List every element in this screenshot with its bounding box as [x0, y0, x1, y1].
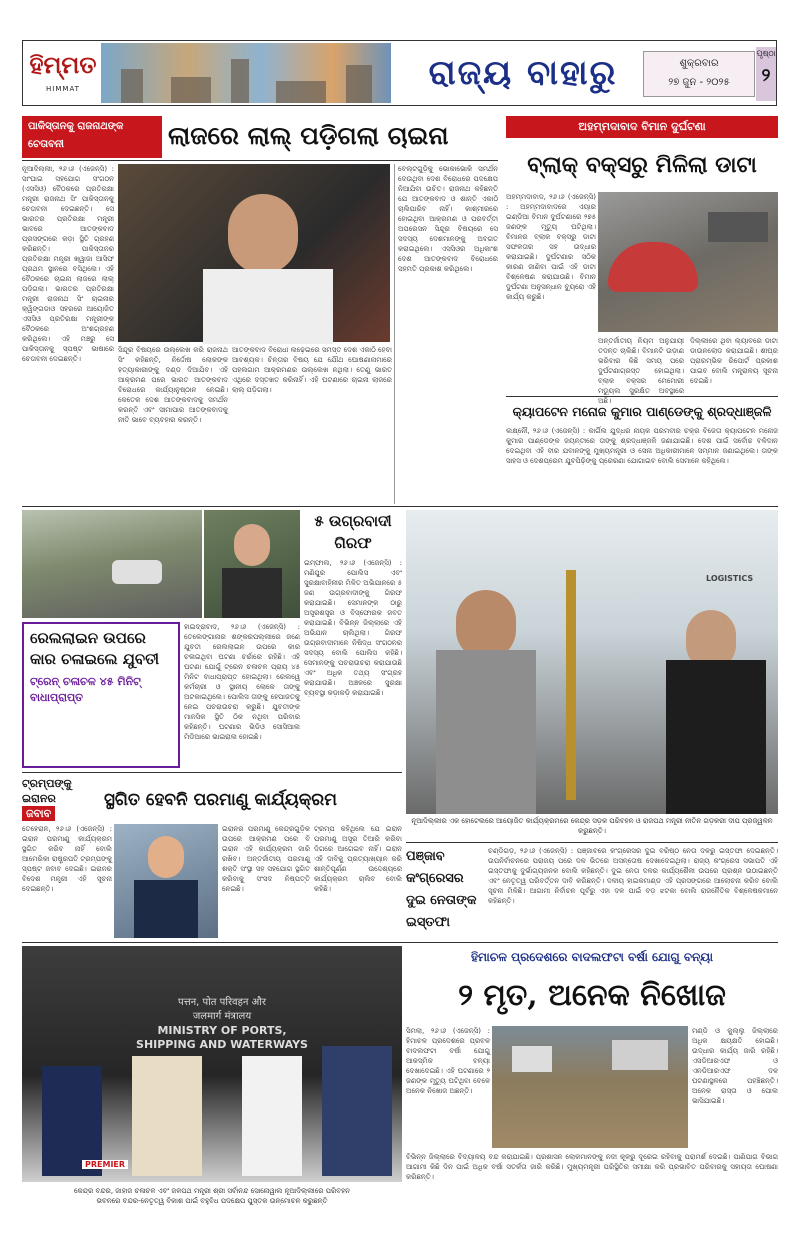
story1-label-line2: ଚେତାବନୀ: [28, 139, 64, 150]
story7-caption: ନୂଆଦିଲ୍ଲୀର ଏକ ହୋଟେଲରେ ଆୟୋଜିତ କାର୍ଯ୍ୟକ୍ରମରେ କେନ୍ଦ୍ର ସଡ଼କ ପରିବହନ ଓ ରାଜପଥ ମନ୍ତ୍ରୀ ନୀତିନ ଗଡ଼କରୀ ଦୀପ ପ୍ରଜ୍ୱଳନ କରୁଛନ୍ତି।: [411, 817, 773, 835]
page-number-box: [756, 47, 776, 101]
story9-photo-sonowal: [22, 946, 402, 1182]
story5-headline-box: [22, 622, 180, 768]
page-number: ୨: [761, 65, 771, 86]
story2-body-col2: ଅନ୍ତର୍ଜାତୀୟ ନିୟମ ଅନୁଯାୟୀ ତଦନ୍ତ ଚାଲିଛି। ବିମାନଟି ଉଡ଼ାଣ ଭରିବାର କିଛି ସମୟ ପରେ ଦୁର୍ଘଟଣାଗ୍ରସ୍ତ ହୋଇଥିଲା। ବ୍ଲାକ ବକ୍ସର ମେମୋରୀ ମଡ୍ୟୁଲ ସୁରକ୍ଷିତ ଅବସ୍ଥାରେ ଅଛି।: [598, 337, 684, 405]
story10-body-col1: ସିମଲା, ୨୬।୬ (ଏଜେନ୍ସି) : ହିମାଚଳ ପ୍ରଦେଶରେ ପ୍ରବଳ ବାଦଲଫଟା ବର୍ଷା ଯୋଗୁ ଆକସ୍ମିକ ବନ୍ୟା ଦେଖାଦେଇଛି। ଏହି ଘଟଣାରେ ୨ ଜଣଙ୍କ ମୃତ୍ୟୁ ଘଟିଥିବା ବେଳେ ଅନେକ ନିଖୋଜ ଅଛନ୍ତି।: [406, 1027, 490, 1095]
story2-body-col1: ଅହମ୍ମଦାବାଦ, ୨୬।୬ (ଏଜେନ୍ସି) : ଅହମ୍ମଦାବାଦରେ ଏୟାର ଇଣ୍ଡିଆ ବିମାନ ଦୁର୍ଘଟଣାରେ ୨୭୫ ଜଣଙ୍କ ମୃତ୍ୟୁ ଘଟିଥିଲା। ବିମାନର ବ୍ଲାକ ବକ୍ସରୁ ଡାଟା ସଫଳତାର ସହ ଉଦ୍ଧାର କରାଯାଇଛି। ଦୁର୍ଘଟଣାର ସଠିକ କାରଣ ଜାଣିବା ପାଇଁ ଏହି ଡାଟା ବିଶ୍ଳେଷଣ କରାଯାଉଛି। ବିମାନ ଦୁର୍ଘଟଣା ଅନୁସନ୍ଧାନ ବ୍ୟୁରୋ ଏହି କାର୍ଯ୍ୟ କରୁଛି।: [506, 193, 596, 301]
date-box: [643, 51, 755, 97]
divider: [22, 506, 778, 507]
page-label: ପୃଷ୍ଠା: [756, 49, 776, 58]
story4-photo-woman: [204, 510, 300, 618]
story1-body-col3: ଆତଙ୍କବାଦ ବିରୋଧୀ ଲଢ଼େଇରେ ସମସ୍ତ ଦେଶ ଏକାଠି ହେବା ଆବଶ୍ୟକ। ଚିନ୍ତାର ବିଷୟ ଯେ ଯୌଥ ଘୋଷଣାନାମାରେ ପହଲଗାମ ଆକ୍ରମଣର ଉଲ୍ଲେଖ ନଥିଲା। ତେଣୁ ଭାରତ ଏଥିରେ ଦସ୍ତଖତ କରିନାହିଁ। ଏହି ଘଟଣାରେ ଚାଇନା ଲାଜରେ ଲାଲ୍ ପଡ଼ିଗଲା।: [232, 346, 392, 394]
story6-body-col1: ତେହେରାନ, ୨୬।୬ (ଏଜେନ୍ସି) : ଇରାନ ପରମାଣୁ କାର୍ଯ୍ୟକ୍ରମ ସ୍ଥଗିତ କରିବ ନାହିଁ ବୋଲି ଆମେରିକା ରାଷ୍ଟ୍ରପତି ଟ୍ରମ୍ପଙ୍କୁ ସ୍ପଷ୍ଟ ଜବାବ ଦେଇଛି। ଇରାନର ବିଦେଶ ମନ୍ତ୍ରୀ ଏହି ସୂଚନା ଦେଇଛନ୍ତି।: [22, 825, 112, 893]
story2-photo-wreckage: [598, 192, 778, 332]
story6-label-line3: ଜବାବ: [22, 806, 55, 821]
story1-label: [22, 116, 162, 158]
story2-body-col3: ଦିଲ୍ଲୀରେ ଥିବା ଲ୍ୟାବରେ ଡାଟା ଡାଉନଲୋଡ କରାଯାଇଛି। ଶୀଘ୍ର ପ୍ରାରମ୍ଭିକ ରିପୋର୍ଟ ପ୍ରକାଶ ପାଇବ ବୋଲି ମନ୍ତ୍ରାଳୟ ସୂଚନା ଦେଇଛି।: [690, 337, 778, 385]
story6-label-line2: ଇରାନର: [22, 792, 56, 805]
story1-label-line1: ପାକିସ୍ତାନକୁ ରାଜନାଥଙ୍କ: [28, 121, 124, 132]
divider: [506, 396, 778, 397]
story10-photo-flood: [492, 1026, 688, 1148]
story6-body-col3: ଟ୍ରମ୍ପ କହିଥିଲେ ଯେ ଇରାନ ପରମାଣୁ ଅସ୍ତ୍ର ତିଆରି କରିବା ଦିଗରେ ଆଗେଇବ ନାହିଁ। ଇରାନ ଏହି ଦାବିକୁ ପ୍ରତ୍ୟାଖ୍ୟାନ କରି ଶାନ୍ତିପୂର୍ଣ୍ଣ ଉଦ୍ଦେଶ୍ୟରେ କାର୍ଯ୍ୟକ୍ରମ ଚାଲିବ ବୋଲି କହିଛି।: [314, 825, 402, 893]
story6-body-col2: ଇରାନର ପରମାଣୁ କେନ୍ଦ୍ରଗୁଡ଼ିକ ଉପରେ ଆକ୍ରମଣ ପରେ ବି ଇରାନ ଏହି କାର୍ଯ୍ୟକ୍ରମ ଜାରି ରଖିବ। ଅନ୍ତର୍ଜାତୀୟ ପରମାଣୁ ଶକ୍ତି ସଂସ୍ଥା ସହ ସହଯୋଗ ସ୍ଥଗିତ କରିବାକୁ ସଂସଦ ନିଷ୍ପତ୍ତି ନେଇଛି।: [222, 825, 310, 893]
divider: [22, 160, 498, 161]
story8-body: ଚଣ୍ଡିଗଡ଼, ୨୬।୬ (ଏଜେନ୍ସି) : ପଞ୍ଜାବରେ କଂଗ୍ରେସର ଦୁଇ ବରିଷ୍ଠ ନେତା ଦଳରୁ ଇସ୍ତଫା ଦେଇଛନ୍ତି। ଉପନିର୍ବାଚନରେ ପରାଜୟ ପରେ ଦଳ ଭିତରେ ଅସନ୍ତୋଷ ଦେଖାଦେଇଥିଲା। ରାଜ୍ୟ କଂଗ୍ରେସ ସଭାପତି ଏହି ଇସ୍ତଫାକୁ ଦୁର୍ଭାଗ୍ୟଜନକ ବୋଲି କହିଛନ୍ତି। ଦୁଇ ନେତା ଦଳର କାର୍ଯ୍ୟଶୈଳୀ ଉପରେ ପ୍ରଶ୍ନ ଉଠାଇଛନ୍ତି ଏବଂ ନେତୃତ୍ୱ ପରିବର୍ତ୍ତନ ଦାବି କରିଛନ୍ତି। ଦଳୀୟ ହାଇକମାଣ୍ଡ ଏହି ପ୍ରସଙ୍ଗରେ ଆଲୋଚନା କରିବ ବୋଲି ସୂଚନା ମିଳିଛି। ଆଗାମୀ ନିର୍ବାଚନ ପୂର୍ବରୁ ଏହା ଦଳ ପାଇଁ ବଡ଼ ଝଟକା ବୋଲି ରାଜନୈତିକ ବିଶ୍ଳେଷକମାନେ କହିଛନ୍ତି।: [488, 847, 778, 905]
story9-sign-en-1: MINISTRY OF PORTS,: [157, 1024, 287, 1037]
story1-body-col1: ନୂଆଦିଲ୍ଲୀ, ୨୬।୬ (ଏଜେନ୍ସି) : ସାଂଘାଇ ସହଯୋଗ ସଂଗଠନ (ଏସସିଓ) ବୈଠକରେ ପ୍ରତିରକ୍ଷା ମନ୍ତ୍ରୀ ରାଜନାଥ ସିଂ ପାକିସ୍ତାନକୁ ଚେତାବନୀ ଦେଇଛନ୍ତି। ସେ ଭାରତର ପ୍ରତିରକ୍ଷା ମନ୍ତ୍ରୀ ଭାବରେ ଆତଙ୍କବାଦ ପ୍ରସଙ୍ଗରେ କଡ଼ା ସ୍ଥିତି ଗ୍ରହଣ କରିଛନ୍ତି। ପାକିସ୍ତାନର ପ୍ରତିରକ୍ଷା ମନ୍ତ୍ରୀ ଖ୍ୱାଜା ଆସିଫ ପ୍ରଥମ ସ୍ଥାନରେ ବସିଥିଲେ। ଏହି ବୈଠକରେ ଚାଇନା ଲାଜରେ ଲାଲ୍ ପଡ଼ିଗଲା। ଭାରତର ପ୍ରତିରକ୍ଷା ମନ୍ତ୍ରୀ ରାଜନାଥ ସିଂ ଚାଇନାର କ୍ୱିଙ୍ଗଡାଓ ସହରରେ ଆୟୋଜିତ ଏସସିଓ ପ୍ରତିରକ୍ଷା ମନ୍ତ୍ରୀଙ୍କ ବୈଠକରେ ଅଂଶଗ୍ରହଣ କରିଥିଲେ। ଏହି ମଞ୍ଚରୁ ସେ ପାକିସ୍ତାନକୁ ସ୍ପଷ୍ଟ ଭାଷାରେ ଚେତାବନୀ ଦେଇଛନ୍ତି।: [22, 165, 114, 363]
story9-sign-en-2: SHIPPING AND WATERWAYS: [136, 1038, 308, 1051]
story2-headline: ବ୍ଲାକ୍ ବକ୍ସରୁ ମିଳିଲା ଡାଟା: [527, 152, 757, 178]
story4-photo-railtrack: [22, 510, 202, 618]
logo-text: ହିମ୍ମତ: [29, 50, 97, 79]
story4-headline: ୫ ଉଗ୍ରବାଦୀ ଗିରଫ: [314, 512, 392, 552]
story10-body-col2: ମଣ୍ଡି ଓ କୁଲ୍ଲୁ ଜିଲ୍ଲାରେ ଅଧିକ କ୍ଷୟକ୍ଷତି ହୋଇଛି। ଉଦ୍ଧାର କାର୍ଯ୍ୟ ଜାରି ରହିଛି। ଏସଡିଆରଏଫ ଓ ଏନଡିଆରଏଫ ଦଳ ଘଟଣାସ୍ଥଳରେ ପହଞ୍ଚିଛନ୍ତି। ଅନେକ ରାସ୍ତା ଓ ପୋଲ ଭାସିଯାଇଛି।: [692, 1027, 778, 1105]
story7-photo-gadkari: [406, 510, 778, 814]
story4-body: ଇମ୍ଫାଲ, ୨୬।୬ (ଏଜେନ୍ସି) : ମଣିପୁର ପୋଲିସ ଏବଂ ସୁରକ୍ଷାବାହିନୀର ମିଳିତ ଅଭିଯାନରେ ୫ ଜଣ ଉଗ୍ରବାଦୀଙ୍କୁ ଗିରଫ କରାଯାଇଛି। ସେମାନଙ୍କ ଠାରୁ ଅସ୍ତ୍ରଶସ୍ତ୍ର ଓ ବିସ୍ଫୋରକ ଜବତ କରାଯାଇଛି। ବିଭିନ୍ନ ଜିଲ୍ଲାରେ ଏହି ଅଭିଯାନ ଚାଲିଥିଲା। ଗିରଫ ଉଗ୍ରବାଦୀମାନେ ନିଷିଦ୍ଧ ସଂଗଠନର ସଦସ୍ୟ ବୋଲି ପୋଲିସ କହିଛି। ସେମାନଙ୍କୁ ପଚରାଉଚରା କରାଯାଉଛି ଏବଂ ଅଧିକ ତଥ୍ୟ ସଂଗ୍ରହ କରାଯାଉଛି। ଅଞ୍ଚଳରେ ସୁରକ୍ଷା ବ୍ୟବସ୍ଥା କଡ଼ାକଡ଼ି କରାଯାଇଛି।: [304, 559, 402, 697]
divider: [22, 942, 778, 943]
story10-body-bottom: ବିଭିନ୍ନ ଜିଲ୍ଲାରେ ବିଦ୍ୟାଳୟ ବନ୍ଦ କରାଯାଇଛି। ପ୍ରଶାସନ ଲୋକମାନଙ୍କୁ ନଦୀ କୂଳରୁ ଦୂରେଇ ରହିବାକୁ ପରାମର୍ଶ ଦେଇଛି। ପାଣିପାଗ ବିଭାଗ ଆଗାମୀ କିଛି ଦିନ ପାଇଁ ଅଧିକ ବର୍ଷା ସତର୍କତା ଜାରି କରିଛି। ମୁଖ୍ୟମନ୍ତ୍ରୀ ପରିସ୍ଥିତିର ସମୀକ୍ଷା କରି ପ୍ରଭାବିତ ପରିବାରକୁ ସହାୟତା ଘୋଷଣା କରିଛନ୍ତି।: [406, 1153, 778, 1181]
story9-premier-label: PREMIER: [82, 1160, 128, 1169]
divider: [406, 842, 778, 843]
story3-body: ଲକ୍ଷ୍ନୌ, ୨୬।୬ (ଏଜେନ୍ସି) : କାର୍ଗିଲ ଯୁଦ୍ଧର ନାୟକ ପରମବୀର ଚକ୍ର ବିଜେତା କ୍ୟାପଟେନ ମନୋଜ କୁମାର ପାଣ୍ଡେଙ୍କ ଜୟନ୍ତୀରେ ତାଙ୍କୁ ଶ୍ରଦ୍ଧାଞ୍ଜଳି ଜଣାଯାଇଛି। ଦେଶ ପାଇଁ ସର୍ବୋଚ୍ଚ ବଳିଦାନ ଦେଇଥିବା ଏହି ବୀର ଯବାନଙ୍କୁ ମୁଖ୍ୟମନ୍ତ୍ରୀ ଓ ସେନା ଅଧିକାରୀମାନେ ସମ୍ମାନ ଜଣାଇଥିଲେ। ତାଙ୍କ ସାହସ ଓ ଦେଶପ୍ରେମ ଯୁବପିଢ଼ିଙ୍କୁ ପ୍ରେରଣା ଯୋଗାଇବ ବୋଲି ସେମାନେ କହିଥିଲେ।: [506, 427, 778, 465]
story1-headline: ଲାଜରେ ଲାଲ୍ ପଡ଼ିଗଲା ଚାଇନା: [168, 121, 449, 150]
story5-headline: ରେଲଲାଇନ ଉପରେ କାର ଚଳାଇଲେ ଯୁବତୀ: [30, 629, 160, 668]
story9-caption: [22, 1186, 402, 1210]
story1-photo-rajnath: [118, 164, 390, 342]
story6-label-line1: ଟ୍ରମ୍ପଙ୍କୁ: [22, 777, 72, 790]
story10-headline: ୨ ମୃତ, ଅନେକ ନିଖୋଜ: [458, 978, 726, 1013]
story9-sign-hindi-2: जलमार्ग मंत्रालय: [192, 1011, 252, 1022]
logo-subtext: HIMMAT: [46, 85, 80, 93]
story3-headline: କ୍ୟାପଟେନ ମନୋଜ କୁମାର ପାଣ୍ଡେଙ୍କୁ ଶ୍ରଦ୍ଧାଞ୍ଜଳି: [512, 404, 772, 419]
issue-date: ୨୭ ଜୁନ - ୨୦୨୫: [668, 77, 730, 88]
story2-label: ଅହମ୍ମଦାବାଦ ବିମାନ ଦୁର୍ଘଟଣା: [506, 116, 778, 138]
story6-headline: ସ୍ଥଗିତ ହେବନି ପରମାଣୁ କାର୍ଯ୍ୟକ୍ରମ: [104, 790, 337, 810]
divider: [394, 164, 395, 504]
story9-caption-line1: କେନ୍ଦ୍ର ବନ୍ଦର, ଜାହାଜ ଚଳାଚଳ ଏବଂ ଜଳପଥ ମନ୍ତ୍ରୀ ଶ୍ରୀ ସର୍ବାନନ୍ଦ ସୋନୋୱାଲ ନୂଆଦିଲ୍ଲୀରେ ପରିବହନ: [74, 1187, 350, 1195]
story6-photo-trump: [114, 824, 218, 938]
newspaper-logo: [27, 45, 99, 101]
issue-day: ଶୁକ୍ରବାର: [679, 58, 719, 69]
story8-headline: ପଞ୍ଜାବ କଂଗ୍ରେସର ଦୁଇ ନେତାଙ୍କ ଇସ୍ତଫା: [406, 849, 477, 930]
story5-body: ହାଇଦ୍ରାବାଦ, ୨୬।୬ (ଏଜେନ୍ସି) : ତେଲେଙ୍ଗାନାର ଶଙ୍କରପଲ୍ଲୀରେ ଜଣେ ଯୁବତୀ ରେଲଲାଇନ ଉପରେ କାର ଚଳାଇଥିବା ଘଟଣା ଚର୍ଚ୍ଚାରେ ରହିଛି। ଏହି ଘଟଣା ଯୋଗୁଁ ଟ୍ରେନ ଚଳାଚଳ ପ୍ରାୟ ୪୫ ମିନିଟ ବାଧାପ୍ରାପ୍ତ ହୋଇଥିଲା। ରେଲୱେ କର୍ମଚାରୀ ଓ ସ୍ଥାନୀୟ ଲୋକେ ତାଙ୍କୁ ଅଟକାଇଥିଲେ। ପୋଲିସ ତାଙ୍କୁ ହେପାଜତକୁ ନେଇ ପଚରାଉଚରା କରୁଛି। ଯୁବତୀଙ୍କ ମାନସିକ ସ୍ଥିତି ଠିକ ନଥିବା ପରିବାର କହିଛନ୍ତି। ଘଟଣାର ଭିଡିଓ ସୋସିଆଲ ମିଡିଆରେ ଭାଇରାଲ ହୋଇଛି।: [184, 623, 300, 741]
masthead-collage-image: [101, 43, 391, 103]
masthead: [22, 40, 777, 106]
story6-label: [22, 776, 100, 822]
story9-caption-line2: ଭବନରେ ବନ୍ଦର-ନେତୃତ୍ୱ ବିକାଶ ପାଇଁ ବହୁବିଧ ପଦକ୍ଷେପ ପୁସ୍ତକ ଉନ୍ମୋଚନ କରୁଛନ୍ତି: [96, 1197, 328, 1205]
story9-sign-hindi-1: पत्तन, पोत परिवहन और: [178, 997, 266, 1008]
story1-body-col4: ବେଲ୍ଟଗୁଡ଼ିକୁ ଭୋକାଭୋକି ସମର୍ଥନ ଦେଉଥିବା ଦେଶ ବିରୋଧରେ ପଦକ୍ଷେପ ନିଆଯିବା ଉଚିତ। ରାଜନାଥ କହିଛନ୍ତି ଯେ ଆତଙ୍କବାଦ ଓ ଶାନ୍ତି ଏକାଠି ଚାଲିପାରିବ ନାହିଁ। କାଶ୍ମୀରରେ ହୋଇଥିବା ଆକ୍ରମଣ ଓ ପରବର୍ତ୍ତୀ ଅପରେସନ ସିନ୍ଦୂର ବିଷୟରେ ସେ ସଦସ୍ୟ ଦେଶମାନଙ୍କୁ ଅବଗତ କରାଇଥିଲେ। ଏସସିଓର ଅଧିକାଂଶ ଦେଶ ଆତଙ୍କବାଦ ବିରୋଧରେ ସହମତି ପ୍ରକାଶ କରିଥିଲେ।: [398, 165, 498, 273]
story10-kicker: ହିମାଚଳ ପ୍ରଦେଶରେ ବାଦଲଫଟା ବର୍ଷା ଯୋଗୁ ବନ୍ୟା: [471, 950, 713, 964]
story5-subhead: ଟ୍ରେନ୍ ଚଳାଚଳ ୪୫ ମିନିଟ୍ ବାଧାପ୍ରାପ୍ତ: [30, 675, 141, 704]
divider: [22, 772, 402, 773]
story7-banner: LOGISTICS: [706, 574, 754, 583]
section-title: ରାଜ୍ୟ ବାହାରୁ: [428, 53, 618, 93]
story2-body-col1b: [506, 352, 596, 392]
story1-body-col2: ସିନ୍ଦୂର ବିଷୟରେ ଉଲ୍ଲେଖ କରି ରାଜନାଥ ସିଂ କହିଛନ୍ତି, ନିର୍ଦ୍ଦୋଷ ଲୋକଙ୍କ ହତ୍ୟାକାରୀଙ୍କୁ ଦଣ୍ଡ ଦିଆଯିବ। ଏହି ଆକ୍ରମଣ ପରେ ଭାରତ ଆତଙ୍କବାଦ ବିରୋଧରେ କାର୍ଯ୍ୟାନୁଷ୍ଠାନ ନେଇଛି। କେତେକ ଦେଶ ଆତଙ୍କବାଦକୁ ସମର୍ଥନ କରନ୍ତି ଏବଂ ସୀମାପାର ଆତଙ୍କବାଦକୁ ନୀତି ଭାବେ ବ୍ୟବହାର କରନ୍ତି।: [118, 346, 228, 424]
